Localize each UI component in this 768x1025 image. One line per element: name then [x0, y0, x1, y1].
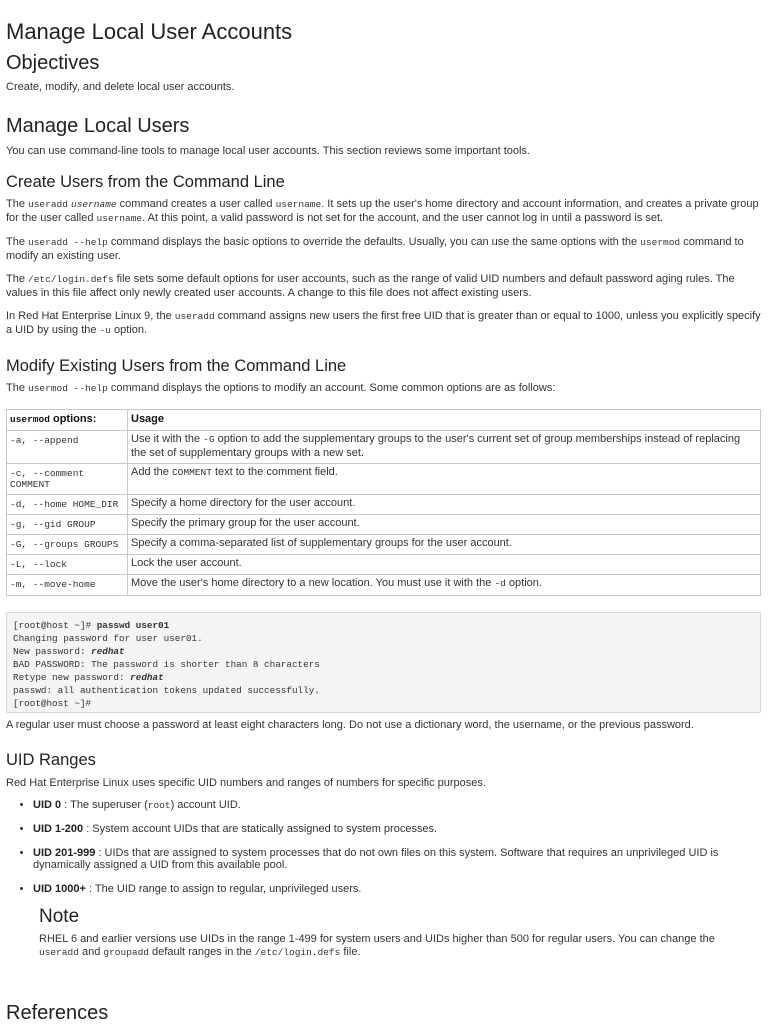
- option-cell: -L, --lock: [7, 555, 128, 575]
- usage-cell: Specify a comma-separated list of supplementary groups for the user account.: [128, 535, 761, 555]
- usage-cell: Move the user's home directory to a new location. You must use it with the -d option.: [128, 575, 761, 596]
- usage-cell: Specify a home directory for the user account.: [128, 495, 761, 515]
- manage-local-users-heading: Manage Local Users: [6, 114, 190, 137]
- manage-local-users-text: You can use command-line tools to manage local user accounts. This section reviews some important tools.: [6, 144, 530, 157]
- terminal-output-block[interactable]: [root@host ~]# passwd user01 Changing password for user user01. New password: redhat BAD PASSWORD: The password is shorter than 8 characters Retype new password: redhat passwd: all authentication tokens updated successfully. [root@host ~]#: [6, 612, 761, 713]
- option-cell: -g, --gid GROUP: [7, 515, 128, 535]
- uid-ranges-intro: Red Hat Enterprise Linux uses specific UID numbers and ranges of numbers for specific purposes.: [6, 777, 486, 789]
- modify-users-heading: Modify Existing Users from the Command Line: [6, 357, 347, 375]
- option-cell: -d, --home HOME_DIR: [7, 495, 128, 515]
- references-heading: References: [6, 1002, 109, 1024]
- option-cell: -a, --append: [7, 431, 128, 464]
- username-placeholder: username: [71, 199, 117, 210]
- list-item: • UID 201-999 : UIDs that are assigned to system processes that do not own files on this system. Software that requires an unprivileged UID is dynamically assigned a UID from this available pool.: [33, 847, 762, 872]
- list-item: • UID 0 : The superuser (root) account UID.: [33, 799, 762, 813]
- page-title: Manage Local User Accounts: [6, 19, 293, 44]
- list-item: • UID 1-200 : System account UIDs that are statically assigned to system processes.: [33, 823, 762, 836]
- option-cell: -G, --groups GROUPS: [7, 535, 128, 555]
- password-requirement-text: A regular user must choose a password at least eight characters long. Do not use a dictionary word, the username, or the previous password.: [6, 718, 694, 731]
- useradd-help-paragraph: The useradd --help command displays the basic options to override the defaults. Usually, you can use the same options with the usermod command to modify an existing user.: [6, 236, 744, 262]
- objectives-text: Create, modify, and delete local user accounts.: [6, 81, 235, 93]
- table-row: [7, 431, 761, 464]
- uid-ranges-heading: UID Ranges: [6, 751, 96, 769]
- table-row: [7, 464, 761, 495]
- usermod-options-table: [6, 409, 761, 596]
- table-row: [7, 515, 761, 535]
- usage-cell: Specify the primary group for the user account.: [128, 515, 761, 535]
- uid-ranges-list: [6, 799, 762, 896]
- create-users-heading: Create Users from the Command Line: [6, 173, 285, 191]
- usage-cell: Lock the user account.: [128, 555, 761, 575]
- note-text: RHEL 6 and earlier versions use UIDs in the range 1-499 for system users and UIDs higher than 500 for regular users. You can change the useradd and groupadd default ranges in the /etc/login.defs file.: [39, 933, 715, 958]
- option-cell: -m, --move-home: [7, 575, 128, 596]
- usage-cell: Add the COMMENT text to the comment field.: [128, 464, 761, 495]
- table-row: [7, 575, 761, 596]
- table-row: [7, 535, 761, 555]
- table-row: [7, 495, 761, 515]
- login-defs-paragraph: The /etc/login.defs file sets some default options for user accounts, such as the range of valid UID numbers and default password aging rules. The values in this file affect only newly created user accounts. A change to this file does not affect existing users.: [6, 273, 735, 299]
- usage-cell: Use it with the -G option to add the supplementary groups to the user's current set of group memberships instead of replacing the set of supplementary groups with a new set.: [128, 431, 761, 464]
- usermod-options-table-container[interactable]: [6, 409, 762, 595]
- list-item: • UID 1000+ : The UID range to assign to regular, unprivileged users.: [33, 883, 762, 896]
- option-cell: -c, --comment COMMENT: [7, 464, 128, 495]
- table-header-row: [7, 409, 761, 431]
- passwd-command: passwd user01: [96, 619, 170, 631]
- table-row: [7, 555, 761, 575]
- uid-assignment-paragraph: In Red Hat Enterprise Linux 9, the useradd command assigns new users the first free UID that is greater than or equal to 1000, unless you explicitly specify a UID by using the -u option.: [6, 310, 761, 336]
- useradd-paragraph: The useradd username command creates a user called username. It sets up the user's home directory and account information, and creates a private group for the user called username. At this point, a valid password is not set for the account, and the user cannot log in until a password is set.: [6, 198, 759, 224]
- note-admonition: [39, 906, 729, 959]
- useradd-code: useradd: [28, 199, 68, 210]
- usage-column-header: Usage: [128, 409, 761, 431]
- usermod-help-paragraph: The usermod --help command displays the options to modify an account. Some common options are as follows:: [6, 382, 556, 394]
- note-heading: Note: [39, 906, 80, 927]
- objectives-heading: Objectives: [6, 52, 100, 74]
- options-column-header: usermod options:: [7, 409, 128, 431]
